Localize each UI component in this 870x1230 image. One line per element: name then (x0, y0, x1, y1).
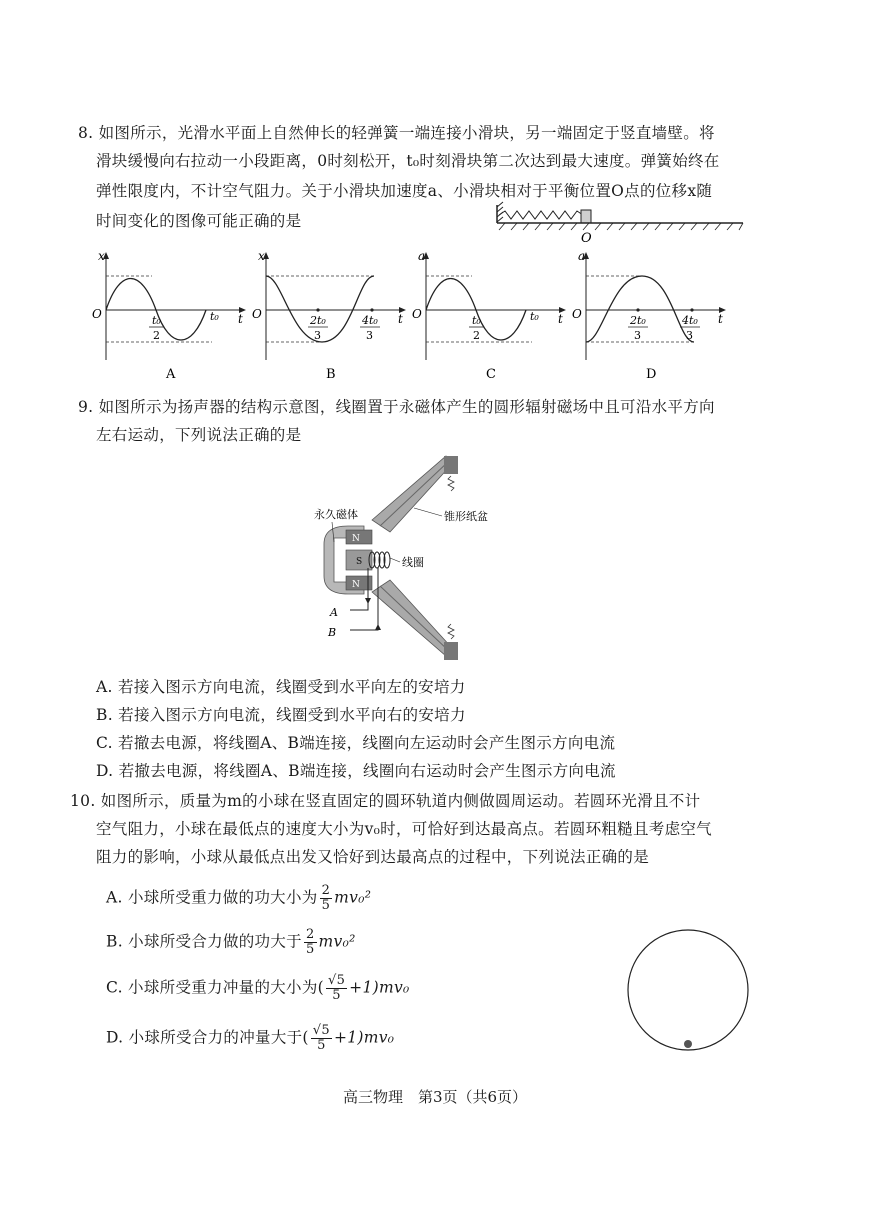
origin-label: O (92, 307, 102, 321)
spring-block-diagram (495, 205, 745, 245)
graph-d (572, 249, 732, 382)
graph-label: A (166, 367, 176, 382)
tick2-num: 4t₀ (682, 314, 698, 327)
q9-line-1: 9. 如图所示为扬声器的结构示意图，线圈置于永磁体产生的圆形辐射磁场中且可沿水平方向 (78, 398, 715, 416)
y-axis-label: x (258, 249, 265, 263)
tick2-den: 3 (686, 329, 693, 342)
q8-line-1: 8. 如图所示，光滑水平面上自然伸长的轻弹簧一端连接小滑块，另一端固定于竖直墙壁。将 (78, 124, 715, 142)
q8-line-2: 滑块缓慢向右拉动一小段距离，0时刻松开，t₀时刻滑块第二次达到最大速度。弹簧始终在 (96, 152, 720, 170)
tick2-den: 3 (366, 329, 373, 342)
frame-bottom (444, 642, 458, 660)
q9-option-a: A. 若接入图示方向电流，线圈受到水平向左的安培力 (96, 678, 466, 696)
graph-label: B (326, 367, 336, 382)
end-tick: t₀ (210, 310, 219, 323)
q10-line-3: 阻力的影响，小球从最低点出发又恰好到达最高点的过程中，下列说法正确的是 (96, 848, 650, 866)
q9-line-2: 左右运动，下列说法正确的是 (96, 426, 302, 444)
q10-option-d: D. 小球所受合力的冲量大于( $\frac{√5}{5}$ +1)mv₀ (106, 1023, 395, 1053)
tick1-num: 2t₀ (630, 314, 646, 327)
origin-label: O (572, 307, 582, 321)
q10-option-c: C. 小球所受重力冲量的大小为( $\frac{√5}{5}$ +1)mv₀ (106, 973, 410, 1003)
tick1-den: 3 (634, 329, 641, 342)
s-label: S (356, 557, 363, 567)
n-top-label: N (352, 534, 360, 544)
coil-label: 线圈 (402, 556, 424, 569)
q10-option-a: A. 小球所受重力做的功大小为 $\frac{2}{5}$ mv₀² (106, 883, 372, 913)
graph-label: C (486, 367, 496, 382)
cone-upper (372, 456, 452, 532)
b-terminal-label: B (328, 626, 337, 639)
graph-c (412, 249, 572, 382)
circular-track-diagram (624, 930, 754, 1060)
magnet-label: 永久磁体 (314, 508, 358, 521)
graph-label: D (646, 367, 657, 382)
q8-line-4: 时间变化的图像可能正确的是 (96, 212, 302, 230)
tick1-den: 3 (314, 329, 321, 342)
page-footer: 高三物理 第3页（共6页） (342, 1088, 528, 1106)
t-axis-label: t (398, 312, 403, 326)
q10-option-b: B. 小球所受合力做的功大于 $\frac{2}{5}$ mv₀² (106, 927, 356, 957)
slider-block (581, 210, 591, 223)
point-o-label: O (581, 231, 592, 246)
q10-line-1: 10. 如图所示，质量为m的小球在竖直固定的圆环轨道内侧做圆周运动。若圆环光滑且不计 (70, 792, 701, 810)
ring-track (628, 930, 748, 1050)
y-axis-label: a (578, 249, 586, 263)
tick-den: 2 (473, 329, 480, 342)
cone-lower (372, 580, 452, 656)
t-axis-label: t (558, 312, 563, 326)
y-axis-label: x (98, 249, 105, 263)
ball (684, 1040, 692, 1048)
t-axis-label: t (718, 312, 723, 326)
frame-top (444, 456, 458, 474)
graph-b (252, 249, 412, 382)
tick-num: t₀ (152, 314, 161, 327)
spring (499, 211, 583, 219)
graph-a (92, 249, 252, 382)
t-axis-label: t (238, 312, 243, 326)
q8-line-3: 弹性限度内，不计空气阻力。关于小滑块加速度a、小滑块相对于平衡位置O点的位移x随 (96, 182, 713, 200)
tick-num: t₀ (472, 314, 481, 327)
q10-line-2: 空气阻力，小球在最低点的速度大小为v₀时，可恰好到达最高点。若圆环粗糙且考虑空气 (96, 820, 712, 838)
q9-option-b: B. 若接入图示方向电流，线圈受到水平向右的安培力 (96, 706, 466, 724)
a-terminal-label: A (330, 606, 338, 619)
n-bottom-label: N (352, 580, 360, 590)
origin-label: O (412, 307, 422, 321)
speaker-diagram (310, 452, 510, 664)
origin-label: O (252, 307, 262, 321)
y-axis-label: a (418, 249, 426, 263)
q9-option-d: D. 若撤去电源，将线圈A、B端连接，线圈向右运动时会产生图示方向电流 (96, 762, 616, 780)
q9-option-c: C. 若撤去电源，将线圈A、B端连接，线圈向左运动时会产生图示方向电流 (96, 734, 616, 752)
end-tick: t₀ (530, 310, 539, 323)
tick-den: 2 (153, 329, 160, 342)
tick1-num: 2t₀ (310, 314, 326, 327)
cone-label: 锥形纸盆 (444, 510, 488, 523)
tick2-num: 4t₀ (362, 314, 378, 327)
